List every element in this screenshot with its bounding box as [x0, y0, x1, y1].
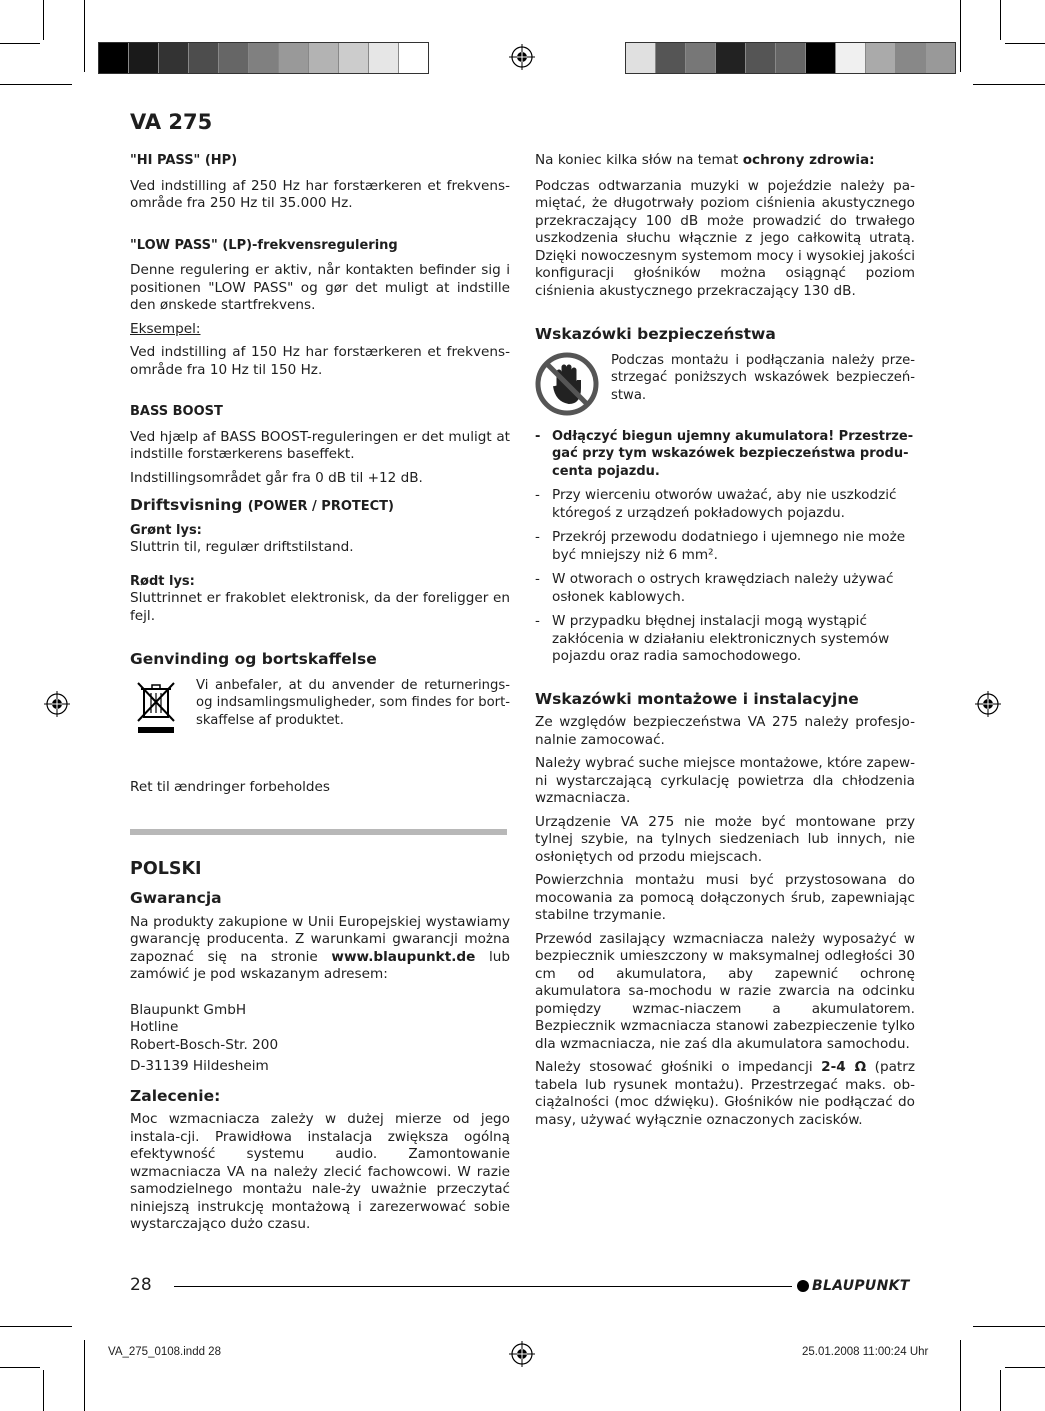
safety-list: [535, 428, 915, 666]
stop-hand-icon: [535, 352, 599, 416]
crop-mark: [0, 1326, 72, 1327]
list-item: - Odłączyć biegun ujemny akumulatora! Przestrze-gać przy tym wskazówek bezpieczeństwa produ-centa pojazdu.: [535, 428, 915, 481]
color-swatch: [309, 43, 339, 73]
drift-heading-sub: (POWER / PROTECT): [247, 499, 394, 514]
color-swatch: [926, 43, 955, 73]
recommendation-heading: Zalecenie:: [130, 1086, 221, 1105]
address-line: Hotline: [130, 1019, 179, 1035]
install-paragraph: Urządzenie VA 275 nie może być montowane przy tylnej szybie, na tylnych siedzeniach lub innych, nie osłoniętych od przodu miejscach.: [535, 813, 915, 865]
color-swatch: [219, 43, 249, 73]
safety-intro: Podczas montażu i podłączania należy prze-strzegać poniższych wskazówek bezpieczeń-stwa.: [611, 352, 915, 403]
install-paragraph: Należy wybrać suche miejsce montażowe, które zapew-ni wystarczającą cyrkulację powietrza dla chłodzenia wzmacniacza.: [535, 755, 915, 806]
safety-heading: Wskazówki bezpieczeństwa: [535, 325, 776, 343]
color-swatch: [806, 43, 836, 73]
hipass-heading: "HI PASS" (HP): [130, 153, 238, 168]
color-swatch: [369, 43, 399, 73]
recycling-block: [130, 677, 510, 736]
crop-mark: [84, 1340, 85, 1411]
drift-heading: [130, 497, 510, 516]
warranty-heading: Gwarancja: [130, 889, 222, 907]
install-paragraph: Powierzchnia montażu musi być przystosowana do mocowania za pomocą dołączonych śrub, zapewniając stabilne trzymanie.: [535, 872, 915, 923]
color-swatch: [399, 43, 428, 73]
example-label: Eksempel:: [130, 320, 201, 337]
install-p6-b: (patrz tabela lub rysunek montażu). Przestrzegać maks. ob-ciążalności (moc dźwięku). Głośników nie podłączać do masy, używać wyłącznie oznaczonych zacisków.: [535, 1059, 915, 1128]
color-swatch: [626, 43, 656, 73]
health-intro-bold: ochrony zdrowia:: [742, 152, 875, 168]
color-swatch: [896, 43, 926, 73]
registration-mark-icon: [509, 44, 535, 70]
green-light-label: Grønt lys:: [130, 522, 202, 538]
lowpass-heading: "LOW PASS" (LP)-frekvensregulering: [130, 237, 398, 253]
color-swatch: [249, 43, 279, 73]
health-intro: [535, 152, 915, 170]
weee-bin-icon: [130, 679, 182, 735]
crop-mark: [43, 1370, 44, 1411]
print-timestamp: 25.01.2008 11:00:24 Uhr: [802, 1346, 929, 1358]
registration-mark-icon: [509, 1341, 535, 1367]
safety-block: [535, 352, 915, 416]
warranty-text-b: lub zamówić je pod wskazanym adresem:: [130, 948, 510, 982]
crop-mark: [960, 0, 961, 72]
color-swatch: [279, 43, 309, 73]
bassboost-text-2: Indstillingsområdet går fra 0 dB til +12 dB.: [130, 469, 423, 486]
crop-mark: [0, 1367, 40, 1368]
address-block: [130, 1002, 510, 1076]
install-p6-a: Należy stosować głośniki o impedancji: [535, 1059, 813, 1075]
polski-heading: POLSKI: [130, 858, 202, 879]
color-swatch: [99, 43, 129, 73]
color-swatch: [686, 43, 716, 73]
brand-dot-icon: [797, 1280, 809, 1292]
color-swatch: [776, 43, 806, 73]
page-title: VA 275: [130, 110, 213, 134]
bassboost-heading: BASS BOOST: [130, 404, 223, 419]
color-swatch: [159, 43, 189, 73]
install-paragraph: Przewód zasilający wzmacniacza należy wyposażyć w bezpiecznik umieszczony w maksymalnej odległości 30 cm od akumulatora, aby zapewnić ochronę akumulatora sa-mochodu w razie zwarcia na odcinku pomiędzy wzmac-niaczem a akumulatorem. Bezpiecznik wzmacniacza stanowi zabezpieczenie tylko dla wzmacniacza, nie zaś dla akumulatora samochodu.: [535, 930, 915, 1052]
impedance-value: 2-4 Ω: [821, 1059, 867, 1075]
list-item: - Przy wierceniu otworów uważać, aby nie uszkodzić któregoś z urządzeń pokładowych pojazdu.: [535, 487, 915, 522]
crop-mark: [1000, 1370, 1001, 1411]
footer-rule: [174, 1286, 792, 1287]
registration-mark-icon: [44, 691, 70, 717]
health-text: Podczas odtwarzania muzyki w pojeździe należy pa-miętać, że długotrwały poziom ciśnienia akustycznego przekraczający 100 dB może prowadzić do trwałego uszkodzenia słuchu włącznie z jego całkowitą utratą. Dzięki nowoczesnym systemom mocy i wysokiej jakości konfiguracji głośników można osiągnąć poziom ciśnienia akustycznego przekraczający 130 dB.: [535, 177, 915, 299]
install-heading: Wskazówki montażowe i instalacyjne: [535, 689, 859, 708]
color-swatch: [129, 43, 159, 73]
drift-heading-main: Driftsvisning: [130, 496, 243, 514]
color-swatch: [746, 43, 776, 73]
color-swatch: [866, 43, 896, 73]
brand-logo: [797, 1278, 910, 1294]
file-info: VA_275_0108.indd 28: [108, 1346, 221, 1358]
address-line: Robert-Bosch-Str. 200: [130, 1036, 279, 1053]
color-swatch: [836, 43, 866, 73]
crop-mark: [0, 43, 40, 44]
recycling-text: Vi anbefaler, at du anvender de returnerings- og indsamlingsmuligheder, som findes for bort-skaffelse af produktet.: [196, 677, 510, 728]
install-paragraph: Ze względów bezpieczeństwa VA 275 należy profesjo-nalnie zamocować.: [535, 714, 915, 748]
crop-mark: [0, 84, 72, 85]
changes-reserved-text: Ret til ændringer forbeholdes: [130, 779, 330, 795]
red-light-label: Rødt lys:: [130, 573, 195, 589]
registration-mark-icon: [975, 691, 1001, 717]
warranty-link[interactable]: www.blaupunkt.de: [331, 948, 476, 965]
crop-mark: [973, 84, 1045, 85]
crop-mark: [1005, 1367, 1045, 1368]
color-calibration-bar-right: [625, 42, 956, 74]
color-swatch: [339, 43, 369, 73]
list-item: - Przekrój przewodu dodatniego i ujemnego nie może być mniejszy niż 6 mm².: [535, 529, 915, 564]
left-column: [130, 152, 510, 1240]
example-text: Ved indstilling af 150 Hz har forstærkeren et frekvens-område fra 10 Hz til 150 Hz.: [130, 344, 510, 378]
recycling-heading: Genvinding og bortskaffelse: [130, 650, 377, 668]
crop-mark: [43, 0, 44, 40]
warranty-text: [130, 914, 510, 984]
color-calibration-bar-left: [98, 42, 429, 74]
color-swatch: [189, 43, 219, 73]
color-swatch: [716, 43, 746, 73]
crop-mark: [973, 1326, 1045, 1327]
right-column: [535, 152, 915, 1135]
install-paragraph: [535, 1059, 915, 1129]
list-item: - W otworach o ostrych krawędziach należy używać osłonek kablowych.: [535, 571, 915, 606]
page-number: 28: [130, 1275, 152, 1295]
crop-mark: [1005, 43, 1045, 44]
health-intro-text: Na koniec kilka słów na temat: [535, 152, 739, 168]
bassboost-text-1: Ved hjælp af BASS BOOST-reguleringen er det muligt at indstille forstærkerens baseffekt.: [130, 428, 510, 462]
crop-mark: [1000, 0, 1001, 40]
red-light-text: Sluttrinnet er frakoblet elektronisk, da der foreligger en fejl.: [130, 590, 510, 624]
address-line: D-31139 Hildesheim: [130, 1058, 269, 1074]
lowpass-text: Denne regulering er aktiv, når kontakten befinder sig i positionen "LOW PASS" og gør det muligt at indstille den ønskede startfrekvens.: [130, 262, 510, 313]
list-item: - W przypadku błędnej instalacji mogą wystąpić zakłócenia w działaniu elektronicznych systemów pojazdu oraz radia samochodowego.: [535, 613, 915, 666]
brand-name: BLAUPUNKT: [812, 1278, 910, 1294]
recommendation-text: Moc wzmacniacza zależy w dużej mierze od jego instala-cji. Prawidłowa instalacja zwiększa ogólną efektywność systemu audio. Zamontowanie wzmacniacza VA na należy zlecić fachowcowi. W razie samodzielnego montażu nale-ży uważnie przeczytać niniejszą instrukcję montażową i zarezerwować sobie wystarczająco dużo czasu.: [130, 1111, 510, 1232]
color-swatch: [656, 43, 686, 73]
hipass-text: Ved indstilling af 250 Hz har forstærkeren et frekvens-område fra 250 Hz til 35.000 Hz.: [130, 177, 510, 211]
crop-mark: [84, 0, 85, 72]
green-light-text: Sluttrin til, regulær driftstilstand.: [130, 539, 354, 555]
address-line: Blaupunkt GmbH: [130, 1001, 247, 1018]
warranty-text-a: Na produkty zakupione w Unii Europejskiej wystawiamy gwarancję producenta. Z warunkami gwarancji można zapoznać się na stronie: [130, 913, 510, 965]
crop-mark: [960, 1340, 961, 1411]
